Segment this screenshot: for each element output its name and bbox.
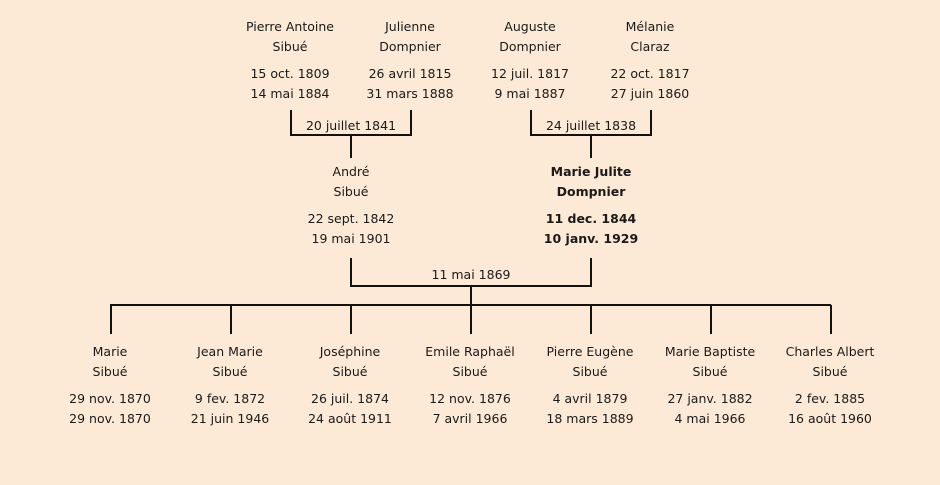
person-last-name: Claraz xyxy=(630,39,670,54)
person-first-name: Joséphine xyxy=(319,344,381,359)
person-first-name: Marie Baptiste xyxy=(664,344,756,359)
person-marie-julite xyxy=(531,162,651,249)
person-last-name: Sibué xyxy=(272,39,308,54)
person-melanie xyxy=(590,17,710,104)
person-birth-date: 11 dec. 1844 xyxy=(545,211,637,226)
child-6 xyxy=(770,342,890,429)
person-last-name: Sibué xyxy=(812,364,848,379)
person-first-name: Marie Julite xyxy=(550,164,632,179)
person-first-name: Auguste xyxy=(504,19,556,34)
person-birth-date: 4 avril 1879 xyxy=(552,391,628,406)
person-birth-date: 12 nov. 1876 xyxy=(429,391,511,406)
person-first-name: Pierre Eugène xyxy=(546,344,634,359)
child-1 xyxy=(170,342,290,429)
person-pierre-antoine xyxy=(230,17,350,104)
child-2 xyxy=(290,342,410,429)
person-birth-date: 2 fev. 1885 xyxy=(794,391,866,406)
person-first-name: Emile Raphaël xyxy=(425,344,515,359)
person-death-date: 19 mai 1901 xyxy=(311,231,391,246)
child-3 xyxy=(410,342,530,429)
person-first-name: Charles Albert xyxy=(785,344,875,359)
person-birth-date: 26 juil. 1874 xyxy=(311,391,389,406)
child-0 xyxy=(50,342,170,429)
child-5 xyxy=(650,342,770,429)
person-birth-date: 12 juil. 1817 xyxy=(491,66,569,81)
person-death-date: 21 juin 1946 xyxy=(190,411,270,426)
person-first-name: Pierre Antoine xyxy=(246,19,334,34)
person-last-name: Dompnier xyxy=(556,184,626,199)
person-first-name: André xyxy=(332,164,370,179)
person-death-date: 24 août 1911 xyxy=(308,411,392,426)
person-birth-date: 29 nov. 1870 xyxy=(69,391,151,406)
person-birth-date: 22 oct. 1817 xyxy=(610,66,690,81)
person-death-date: 16 août 1960 xyxy=(788,411,872,426)
person-death-date: 7 avril 1966 xyxy=(432,411,508,426)
child-4 xyxy=(530,342,650,429)
person-last-name: Sibué xyxy=(212,364,248,379)
person-death-date: 29 nov. 1870 xyxy=(69,411,151,426)
person-first-name: Marie xyxy=(92,344,128,359)
person-andre xyxy=(291,162,411,249)
person-auguste xyxy=(470,17,590,104)
person-last-name: Sibué xyxy=(332,364,368,379)
person-death-date: 14 mai 1884 xyxy=(250,86,330,101)
person-last-name: Sibué xyxy=(333,184,369,199)
person-death-date: 4 mai 1966 xyxy=(674,411,746,426)
marriage-date-parents: 11 mai 1869 xyxy=(431,267,511,282)
person-death-date: 31 mars 1888 xyxy=(366,86,454,101)
person-last-name: Sibué xyxy=(572,364,608,379)
person-last-name: Sibué xyxy=(692,364,728,379)
person-death-date: 27 juin 1860 xyxy=(610,86,690,101)
person-first-name: Jean Marie xyxy=(197,344,263,359)
marriage-date-sibue: 20 juillet 1841 xyxy=(305,118,397,133)
person-death-date: 10 janv. 1929 xyxy=(543,231,639,246)
person-last-name: Sibué xyxy=(452,364,488,379)
person-first-name: Mélanie xyxy=(625,19,675,34)
person-last-name: Dompnier xyxy=(379,39,441,54)
person-birth-date: 27 janv. 1882 xyxy=(667,391,753,406)
person-death-date: 18 mars 1889 xyxy=(546,411,634,426)
person-birth-date: 26 avril 1815 xyxy=(368,66,452,81)
person-last-name: Sibué xyxy=(92,364,128,379)
person-birth-date: 15 oct. 1809 xyxy=(250,66,330,81)
person-death-date: 9 mai 1887 xyxy=(494,86,566,101)
person-julienne xyxy=(350,17,470,104)
person-last-name: Dompnier xyxy=(499,39,561,54)
person-first-name: Julienne xyxy=(385,19,435,34)
marriage-date-dompnier: 24 juillet 1838 xyxy=(545,118,637,133)
person-birth-date: 22 sept. 1842 xyxy=(307,211,395,226)
person-birth-date: 9 fev. 1872 xyxy=(194,391,266,406)
